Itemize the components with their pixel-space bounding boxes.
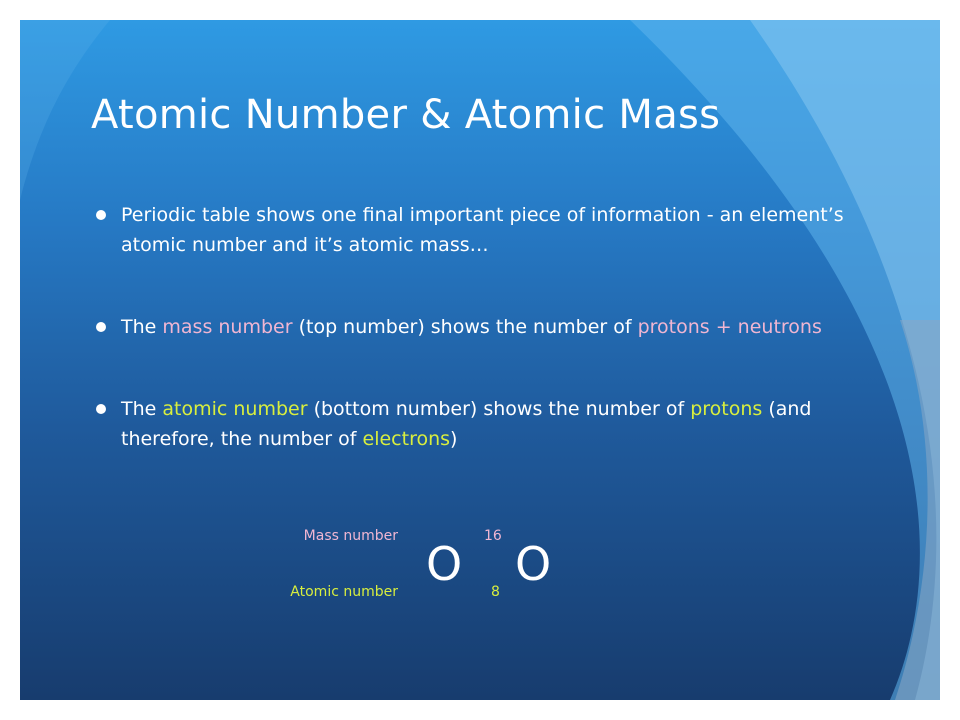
bullet-text: (bottom number) shows the number of <box>307 398 691 420</box>
bullet-text: ) <box>450 428 458 450</box>
bullet-item <box>96 200 876 260</box>
highlight-atomic-number: atomic number <box>162 398 308 420</box>
bullet-text: The <box>121 398 163 420</box>
atomic-number-label: Atomic number <box>290 584 398 600</box>
bullet-list <box>96 200 876 454</box>
mass-number-label: Mass number <box>303 528 398 544</box>
bullet-text: Periodic table shows one final important piece of information - an element’s atomic number and it’s atomic mass… <box>121 204 844 256</box>
slide <box>20 20 940 700</box>
element-symbol: O <box>515 537 552 591</box>
bullet-dot-icon <box>96 322 106 332</box>
bullet-dot-icon <box>96 404 106 414</box>
isotope-notation-diagram <box>260 520 580 620</box>
bullet-item <box>96 312 876 342</box>
bullet-text: (top number) shows the number of <box>292 316 638 338</box>
mass-number-value: 16 <box>484 528 502 544</box>
bullet-text: The <box>121 316 163 338</box>
bullet-text: (and therefore, the number of <box>121 398 812 450</box>
atomic-number-value: 8 <box>491 584 500 600</box>
highlight-electrons: electrons <box>362 428 451 450</box>
element-symbol: O <box>426 537 463 591</box>
slide-title: Atomic Number & Atomic Mass <box>91 92 721 138</box>
bullet-dot-icon <box>96 210 106 220</box>
highlight-protons-neutrons: protons + neutrons <box>637 316 822 338</box>
bullet-item <box>96 394 876 454</box>
highlight-mass-number: mass number <box>162 316 293 338</box>
highlight-protons: protons <box>690 398 763 420</box>
